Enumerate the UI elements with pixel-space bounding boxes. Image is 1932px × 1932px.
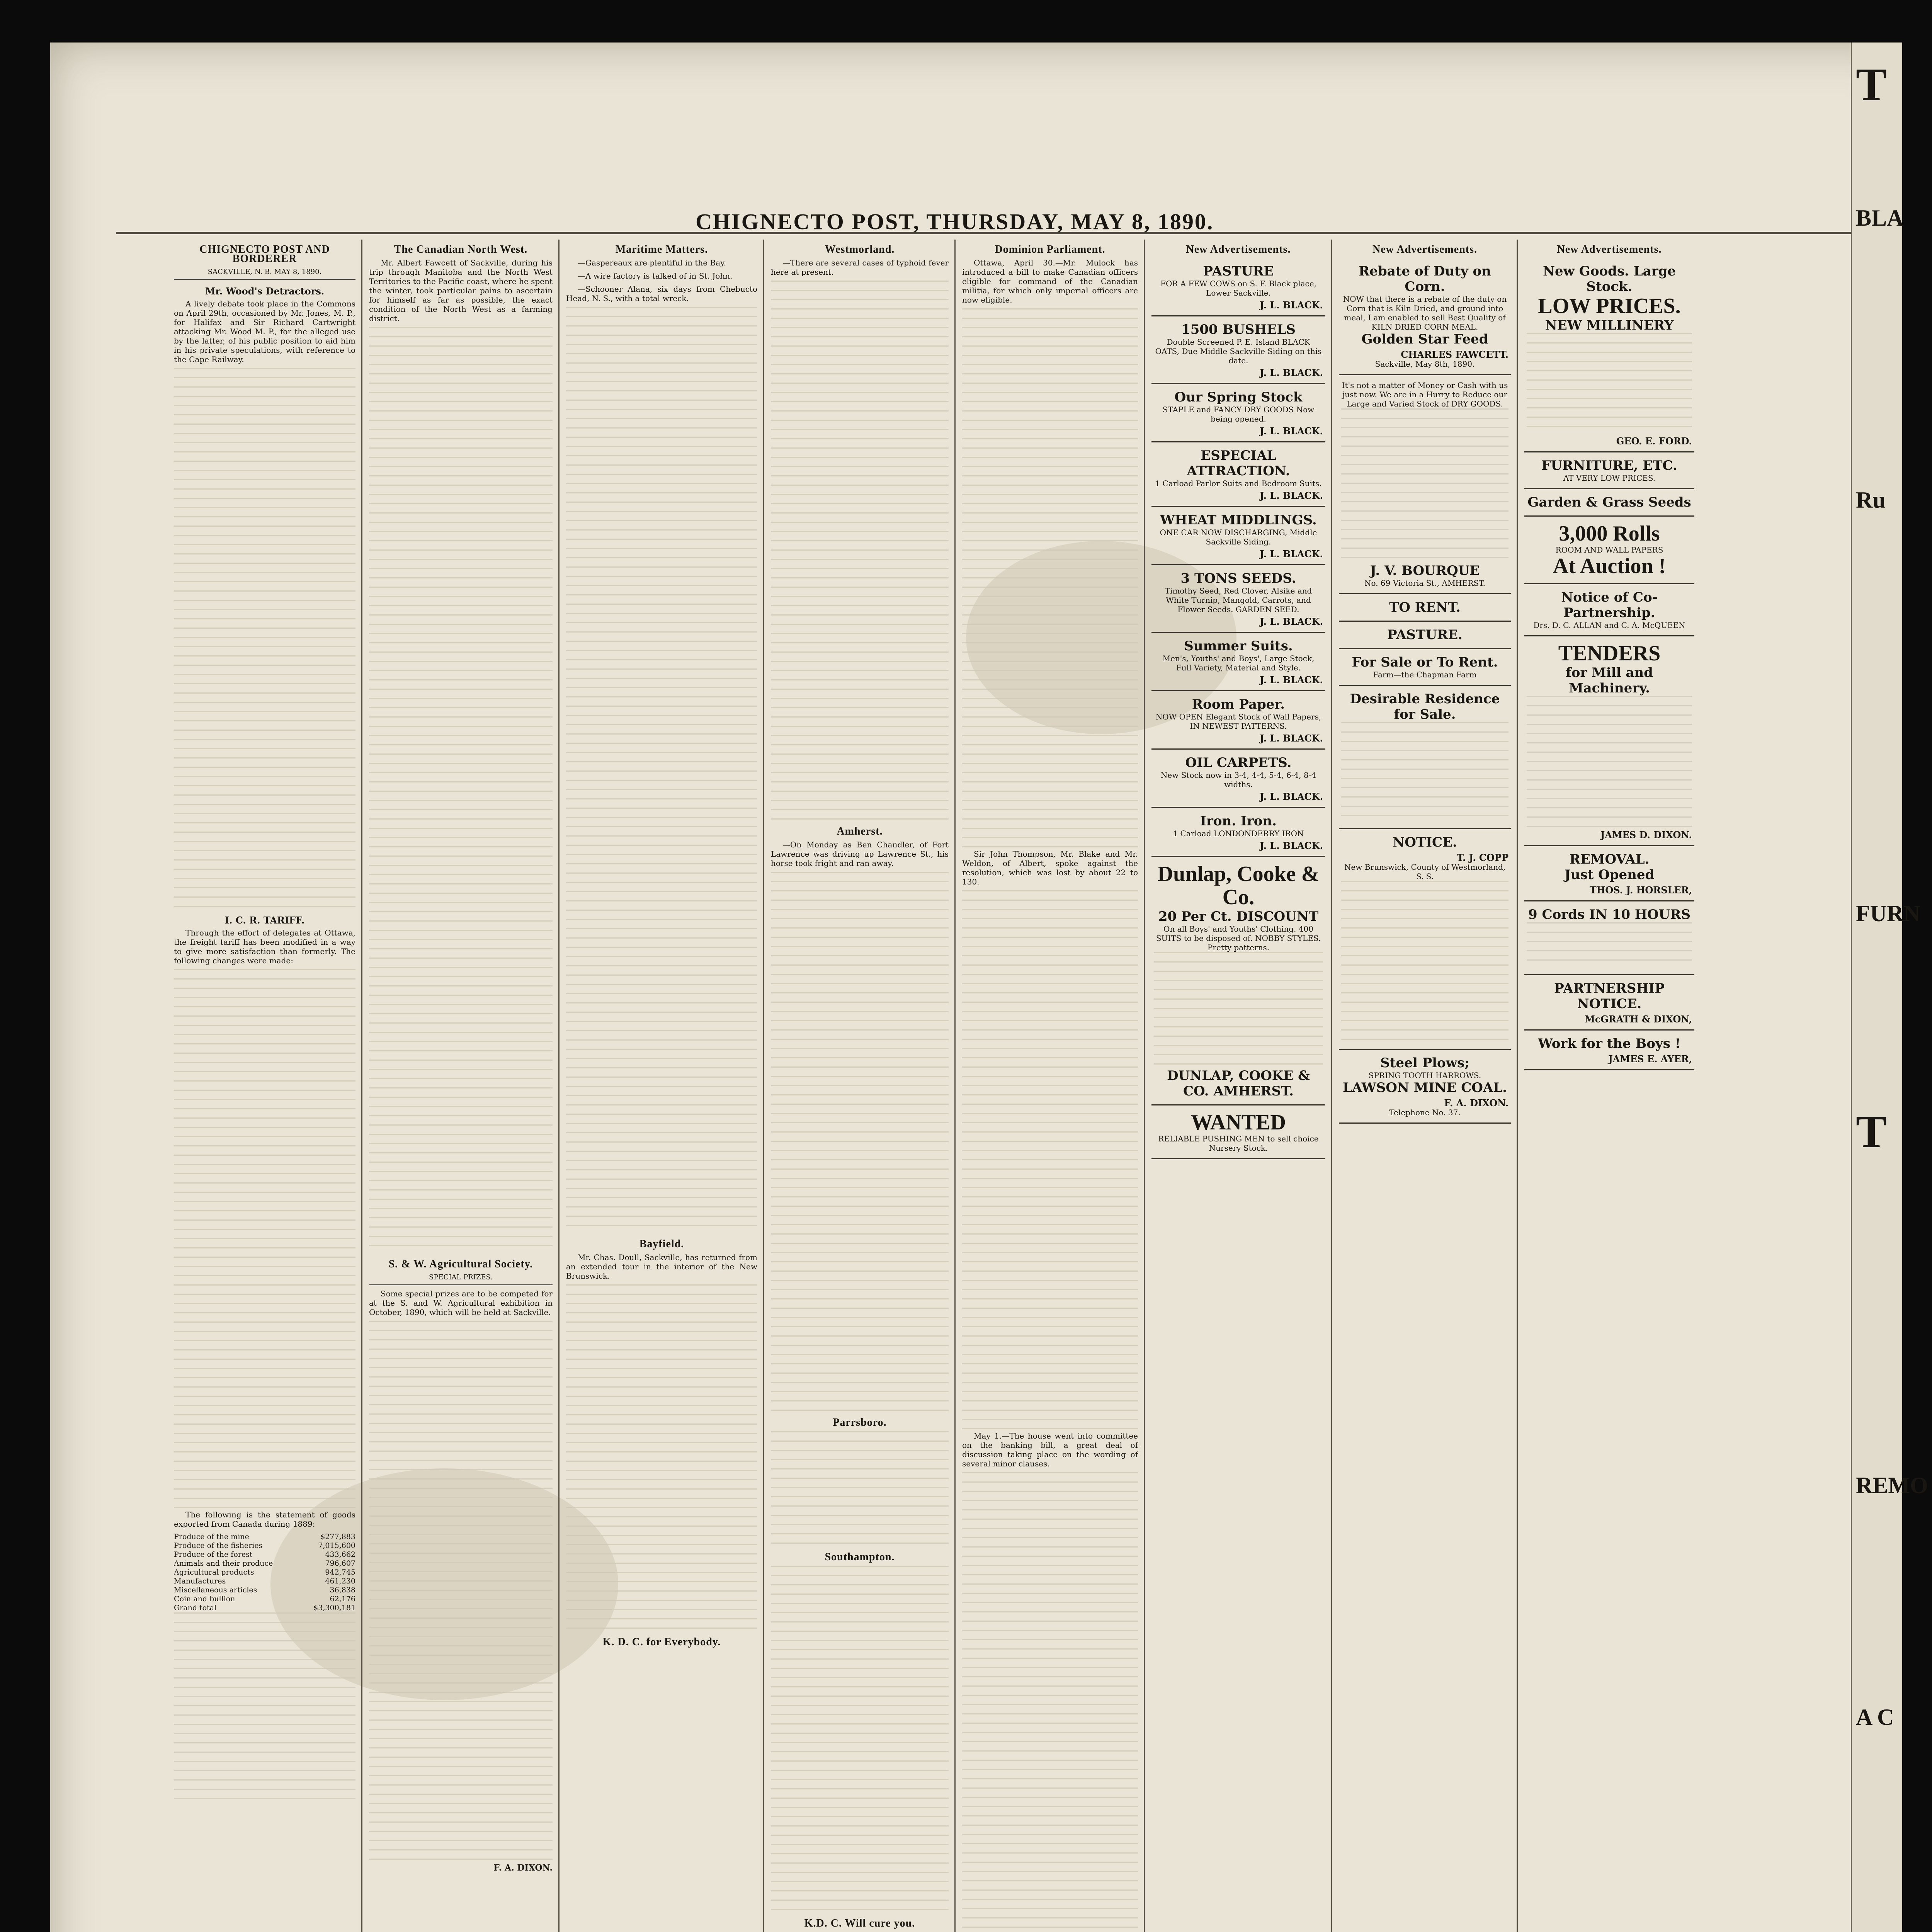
- news-item: Mr. Chas. Doull, Sackville, has returned from an extended tour in the interior of the New Brunswick.: [566, 1253, 757, 1281]
- black-ad: ESPECIAL ATTRACTION. 1 Carload Parlor Suits and Bedroom Suits. J. L. BLACK.: [1151, 442, 1325, 507]
- column-rule: [361, 240, 362, 1932]
- adjacent-page-fragment: A C: [1856, 1704, 1894, 1730]
- black-ad: OIL CARPETS. New Stock now in 3-4, 4-4, 5-4, 6-4, 8-4 widths. J. L. BLACK.: [1151, 750, 1325, 808]
- column-rule: [954, 240, 956, 1932]
- export-row: Produce of the fisheries 7,015,600: [174, 1541, 355, 1550]
- ad-list: [1151, 258, 1325, 857]
- export-row: Produce of the mine $277,883: [174, 1532, 355, 1541]
- article-heading: Southampton.: [825, 1551, 895, 1563]
- sale-ad: For Sale or To Rent. Farm—the Chapman Farm: [1339, 649, 1511, 686]
- partnership-ad: PARTNERSHIP NOTICE. McGRATH & DIXON,: [1524, 975, 1694, 1031]
- adjacent-page-strip: [1851, 43, 1928, 1932]
- black-ad: WHEAT MIDDLINGS. ONE CAR NOW DISCHARGING, Middle Sackville Siding. J. L. BLACK.: [1151, 507, 1325, 565]
- article-body: [566, 1284, 757, 1632]
- export-table: [174, 1532, 355, 1604]
- column-rule: [1331, 240, 1332, 1932]
- article-body: [174, 969, 355, 1510]
- column-rule: [1144, 240, 1145, 1932]
- article-body: [566, 307, 757, 1234]
- column-black-ads: [1151, 240, 1325, 1932]
- boys-ad: Work for the Boys ! JAMES E. AYER,: [1524, 1031, 1694, 1070]
- tenders-ad: TENDERS for Mill and Machinery. JAMES D. DIXON.: [1524, 636, 1694, 846]
- article-body: [369, 327, 553, 1254]
- article-body: [771, 1566, 949, 1913]
- article-body: [369, 1321, 553, 1862]
- news-item: —On Monday as Ben Chandler, of Fort Lawrence was driving up Lawrence St., his horse took fright and ran away.: [771, 840, 949, 868]
- article-heading: S. & W. Agricultural Society.: [388, 1258, 533, 1270]
- residence-ad: Desirable Residence for Sale.: [1339, 686, 1511, 829]
- export-total: Grand total $3,300,181: [174, 1604, 355, 1612]
- furniture-ad: FURNITURE, ETC. AT VERY LOW PRICES.: [1524, 452, 1694, 489]
- column-ads-3: [1524, 240, 1694, 1932]
- kdc-ad: K.D. C. Will cure you.: [804, 1917, 915, 1929]
- black-ad: 1500 BUSHELS Double Screened P. E. Island BLACK OATS, Due Middle Sackville Siding on this date. J. L. BLACK.: [1151, 316, 1325, 384]
- export-row: Animals and their produce 796,607: [174, 1559, 355, 1568]
- article-text: Ottawa, April 30.—Mr. Mulock has introduced a bill to make Canadian officers eligible for command of the Canadian militia, for which only imperial officers are now eligible.: [962, 258, 1138, 304]
- dateline: SACKVILLE, N. B. MAY 8, 1890.: [174, 267, 355, 280]
- ford-goods-ad: New Goods. Large Stock. LOW PRICES. NEW MILLINERY GEO. E. FORD.: [1524, 258, 1694, 452]
- column-rule: [1517, 240, 1518, 1932]
- seeds-ad: Garden & Grass Seeds: [1524, 489, 1694, 517]
- auction-ad: 3,000 Rolls ROOM AND WALL PAPERS At Auction !: [1524, 517, 1694, 584]
- section-heading: New Advertisements.: [1557, 243, 1662, 255]
- article-text: Through the effort of delegates at Ottawa, the freight tariff has been modified in a way to give more satisfaction than formerly. The following changes were made:: [174, 928, 355, 965]
- notice-ad: NOTICE. T. J. COPP New Brunswick, County of Westmorland, S. S.: [1339, 829, 1511, 1050]
- plows-ad: Steel Plows; SPRING TOOTH HARROWS. LAWSON MINE COAL. F. A. DIXON. Telephone No. 37.: [1339, 1050, 1511, 1124]
- article-heading: Westmorland.: [825, 243, 895, 255]
- export-row: Coin and bullion 62,176: [174, 1595, 355, 1603]
- black-ad: 3 TONS SEEDS. Timothy Seed, Red Clover, Alsike and White Turnip, Mangold, Carrots, and Flower Seeds. GARDEN SEED. J. L. BLACK.: [1151, 565, 1325, 633]
- wanted-ad: WANTED RELIABLE PUSHING MEN to sell choice Nursery Stock.: [1151, 1105, 1325, 1159]
- adjacent-page-fragment: REMO: [1856, 1473, 1928, 1498]
- rebate-ad: Rebate of Duty on Corn. NOW that there is a rebate of the duty on Corn that is Kiln Dried, and ground into meal, I am enabled to sell Best Quality of KILN DRIED CORN MEAL. Golden Star Feed CHARLES FAWCETT. Sackville, May 8th, 1890.: [1339, 258, 1511, 375]
- adjacent-page-fragment: Ru: [1856, 487, 1886, 513]
- section-heading: New Advertisements.: [1372, 243, 1477, 255]
- article-heading: I. C. R. TARIFF.: [224, 915, 305, 926]
- pasture-ad: PASTURE.: [1339, 622, 1511, 649]
- subheading: SPECIAL PRIZES.: [369, 1273, 553, 1285]
- adjacent-page-fragment: FURN: [1856, 901, 1920, 926]
- news-item: —There are several cases of typhoid fever here at present.: [771, 258, 949, 277]
- article-body: [771, 1431, 949, 1547]
- black-ad: Room Paper. NOW OPEN Elegant Stock of Wall Papers, IN NEWEST PATTERNS. J. L. BLACK.: [1151, 691, 1325, 750]
- removal-ad: REMOVAL. Just Opened THOS. J. HORSLER,: [1524, 846, 1694, 901]
- article-body: [174, 1612, 355, 1806]
- export-row: Miscellaneous articles 36,838: [174, 1586, 355, 1594]
- column-maritime: [566, 240, 757, 1932]
- column-ads-2: [1339, 240, 1511, 1932]
- dunlap-ad: Dunlap, Cooke & Co. 20 Per Ct. DISCOUNT On all Boys' and Youths' Clothing. 400 SUITS to be disposed of. NOBBY STYLES. Pretty patterns. DUNLAP, COOKE & CO. AMHERST.: [1151, 857, 1325, 1105]
- adjacent-page-fragment: T: [1856, 1106, 1887, 1157]
- news-item: —Gaspereaux are plentiful in the Bay.: [578, 258, 726, 267]
- column-parliament: [962, 240, 1138, 1932]
- export-row: Manufactures 461,230: [174, 1577, 355, 1585]
- column-rule: [558, 240, 560, 1932]
- paper-title: CHIGNECTO POST AND BORDERER: [199, 243, 330, 265]
- black-ad: PASTURE FOR A FEW COWS on S. F. Black place, Lower Sackville. J. L. BLACK.: [1151, 258, 1325, 316]
- article-text: Some special prizes are to be competed for at the S. and W. Agricultural exhibition in October, 1890, which will be held at Sackville.: [369, 1289, 553, 1317]
- signature: F. A. DIXON.: [493, 1863, 553, 1873]
- article-body: [174, 368, 355, 909]
- export-row: Agricultural products 942,745: [174, 1568, 355, 1577]
- article-text: A lively debate took place in the Commons on April 29th, occasioned by Mr. Jones, M. P., for Halifax and Sir Richard Cartwright attacking Mr. Wood M. P., for the alleged use by the latter, of his public position to aid him in his private speculations, with reference to the Cape Railway.: [174, 299, 355, 364]
- article-body: [962, 308, 1138, 849]
- bourque-ad: It's not a matter of Money or Cash with us just now. We are in a Hurry to Reduce our Large and Varied Stock of DRY GOODS. J. V. BOURQUE No. 69 Victoria St., AMHERST.: [1339, 375, 1511, 594]
- article-heading: Mr. Wood's Detractors.: [205, 286, 325, 297]
- article-body: [771, 281, 949, 821]
- export-row: Produce of the forest 433,662: [174, 1550, 355, 1559]
- column-rule: [763, 240, 764, 1932]
- black-ad: Iron. Iron. 1 Carload LONDONDERRY IRON J. L. BLACK.: [1151, 808, 1325, 857]
- article-heading: Parrsboro.: [833, 1417, 887, 1429]
- article-heading: Dominion Parliament.: [995, 243, 1105, 255]
- article-body: [962, 890, 1138, 1431]
- article-text: May 1.—The house went into committee on the banking bill, a great deal of discussion taking place on the wording of several minor clauses.: [962, 1431, 1138, 1468]
- black-ad: Summer Suits. Men's, Youths' and Boys', Large Stock, Full Variety, Material and Style. J. L. BLACK.: [1151, 633, 1325, 691]
- article-heading: Bayfield.: [639, 1238, 684, 1250]
- article-text: The following is the statement of goods exported from Canada during 1889:: [174, 1510, 355, 1529]
- column-westmorland: [771, 240, 949, 1932]
- column-editorial: [174, 240, 355, 1932]
- article-text: Sir John Thompson, Mr. Blake and Mr. Weldon, of Albert, spoke against the resolution, which was lost by about 22 to 130.: [962, 849, 1138, 886]
- section-heading: New Advertisements.: [1186, 243, 1291, 255]
- masthead: CHIGNECTO POST, THURSDAY, MAY 8, 1890.: [696, 209, 1214, 234]
- news-item: —A wire factory is talked of in St. John.: [578, 271, 733, 281]
- adjacent-page-fragment: T: [1856, 59, 1887, 110]
- article-heading: The Canadian North West.: [394, 243, 528, 255]
- black-ad: Our Spring Stock STAPLE and FANCY DRY GOODS Now being opened. J. L. BLACK.: [1151, 384, 1325, 442]
- article-heading: Maritime Matters.: [615, 243, 708, 255]
- cords-ad: 9 Cords IN 10 HOURS: [1524, 901, 1694, 975]
- article-text: Mr. Albert Fawcett of Sackville, during his trip through Manitoba and the North West Territories to the Pacific coast, where he spent the winter, took particular pains to ascertain for himself as far as possible, the exact condition of the North West as a farming district.: [369, 258, 553, 323]
- news-item: —Schooner Alana, six days from Chebucto Head, N. S., with a total wreck.: [566, 284, 757, 303]
- kdc-ad: K. D. C. for Everybody.: [602, 1636, 721, 1648]
- article-body: [962, 1472, 1138, 1932]
- copartnership-ad: Notice of Co-Partnership. Drs. D. C. ALLAN and C. A. McQUEEN: [1524, 584, 1694, 636]
- rent-ad: TO RENT.: [1339, 594, 1511, 622]
- article-body: [771, 872, 949, 1413]
- article-heading: Amherst.: [837, 825, 883, 837]
- adjacent-page-fragment: BLA: [1856, 205, 1904, 231]
- column-north-west: [369, 240, 553, 1932]
